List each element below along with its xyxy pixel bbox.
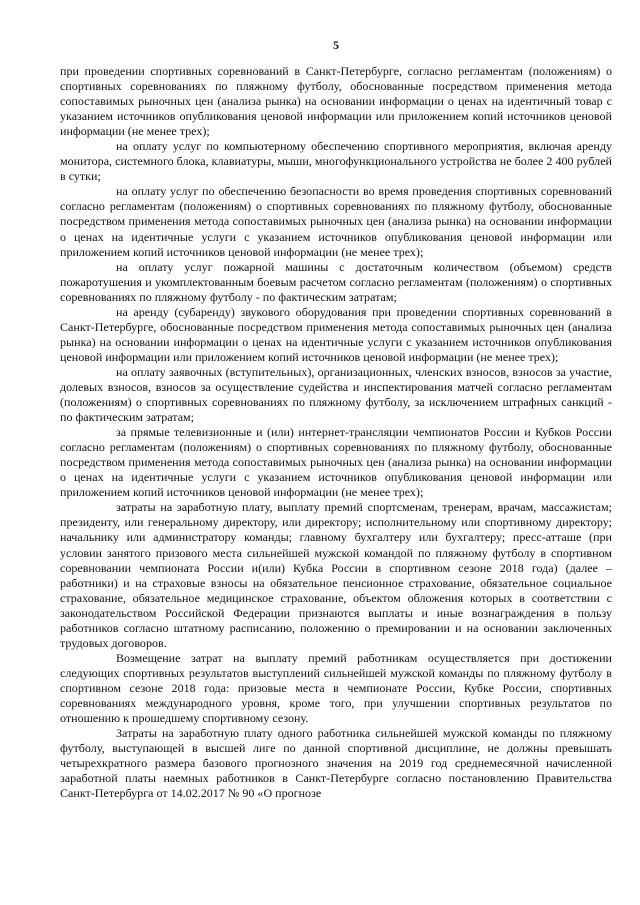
paragraph: Затраты на заработную плату одного работника сильнейшей мужской команды по пляжному футболу, выступающей в высшей лиге по данной спортивной дисциплине, не должны превышать четырехкратного размера базового прогнозного значения на 2019 год среднемесячной начисленной заработной платы наемных работников в Санкт-Петербурге согласно постановлению Правительства Санкт-Петербурга от 14.02.2017 № 90 «О прогнозе — [60, 726, 612, 801]
paragraph: на аренду (субаренду) звукового оборудования при проведении спортивных соревнований в Санкт-Петербурге, обоснованные посредством применения метода сопоставимых рыночных цен (анализа рынка) на основании информации о ценах на идентичные услуги с указанием источников опубликования ценовой информации или приложением копий источников ценовой информации (не менее трех); — [60, 304, 612, 364]
paragraph: затраты на заработную плату, выплату премий спортсменам, тренерам, врачам, массажистам; президенту, или генеральному директору, или директору; исполнительному или спортивному директору; начальнику или администратору команды; главному бухгалтеру или бухгалтеру; пресс-атташе (при условии занятого призового места сильнейшей мужской командой по пляжному футболу в спортивном соревновании чемпионата России и(или) Кубка России в спортивном сезоне 2018 года) (далее – работники) и на страховые взносы на обязательное пенсионное страхование, обязательное социальное страхование, обязательное медицинское страхование, объектом обложения которых в соответствии с законодательством Российской Федерации признаются выплаты и иные вознаграждения в пользу работников согласно штатному расписанию, положению о премировании и на основании заключенных трудовых договоров. — [60, 500, 612, 650]
paragraph: при проведении спортивных соревнований в Санкт-Петербурге, согласно регламентам (положениям) о спортивных соревнованиях по пляжному футболу, обоснованные посредством применения метода сопоставимых рыночных цен (анализа рынка) на основании информации о ценах на идентичный товар с указанием источников опубликования ценовой информации или приложением копий источников ценовой информации (не менее трех); — [60, 64, 612, 139]
paragraph: на оплату услуг по обеспечению безопасности во время проведения спортивных соревнований согласно регламентам (положениям) о спортивных соревнованиях по пляжному футболу, обоснованные посредством применения метода сопоставимых рыночных цен (анализа рынка) на основании информации о ценах на идентичные услуги с указанием источников опубликования ценовой информации или приложением копий источников ценовой информации (не менее трех); — [60, 184, 612, 259]
paragraph: на оплату заявочных (вступительных), организационных, членских взносов, взносов за участие, долевых взносов, взносов за осуществление судейства и инспектирования матчей согласно регламентам (положениям) о спортивных соревнованиях по пляжному футболу, за исключением штрафных санкций - по фактическим затратам; — [60, 364, 612, 425]
paragraph: на оплату услуг по компьютерному обеспечению спортивного мероприятия, включая аренду монитора, системного блока, клавиатуры, мыши, многофункционального устройства не более 2 400 рублей в сутки; — [60, 139, 612, 184]
paragraph: за прямые телевизионные и (или) интернет-трансляции чемпионатов России и Кубков России согласно регламентам (положениям) о спортивных соревнованиях по пляжному футболу, обоснованные посредством применения метода сопоставимых рыночных цен (анализа рынка) на основании информации о ценах на идентичные услуги с указанием источников опубликования ценовой информации или приложением копий источников ценовой информации (не менее трех); — [60, 425, 612, 500]
paragraph: на оплату услуг пожарной машины с достаточным количеством (объемом) средств пожаротушения и укомплектованным боевым расчетом согласно регламентам (положениям) о спортивных соревнованиях по пляжному футболу - по фактическим затратам; — [60, 259, 612, 304]
paragraph: Возмещение затрат на выплату премий работникам осуществляется при достижении следующих спортивных результатов выступлений сильнейшей мужской команды по пляжному футболу в спортивном сезоне 2018 года: призовые места в чемпионате России, Кубке России, спортивных соревнованиях международного уровня, кроме того, при улучшении спортивных результатов по отношению к прошедшему спортивному сезону. — [60, 650, 612, 726]
document-body — [60, 64, 612, 801]
page-number: 5 — [333, 38, 339, 52]
